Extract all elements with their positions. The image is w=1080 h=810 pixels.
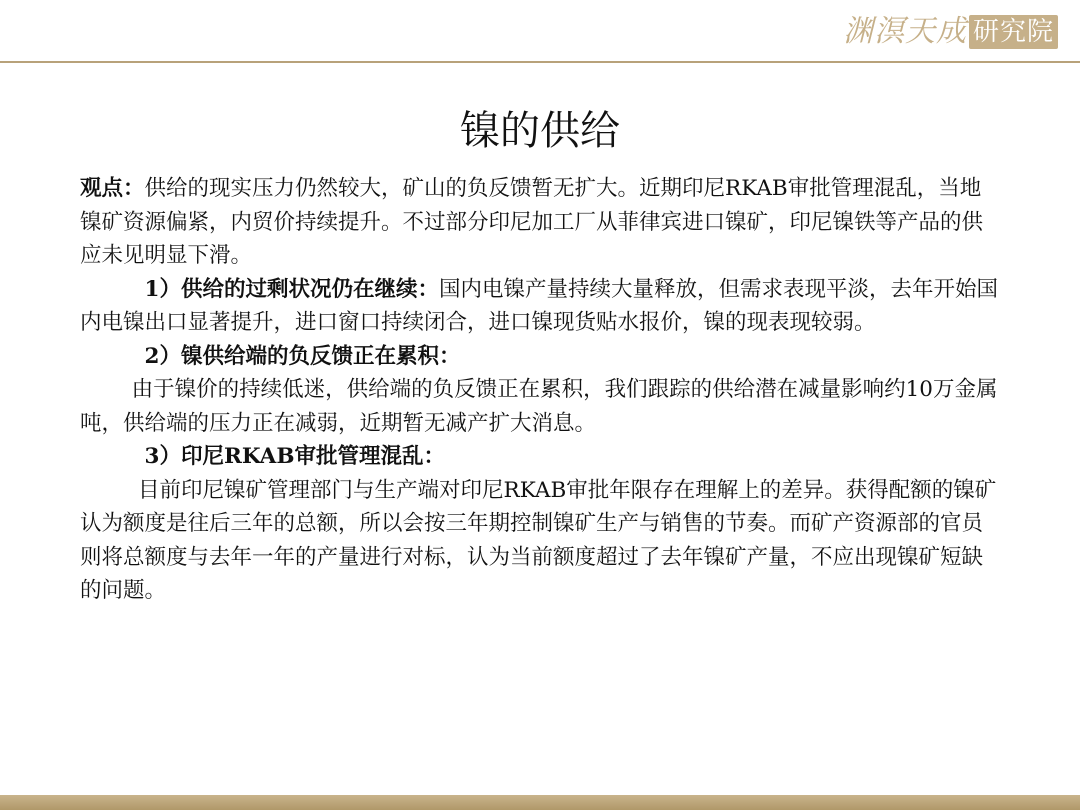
brand-logo xyxy=(843,14,1058,50)
point-3-heading: 3）印尼RKAB审批管理混乱： xyxy=(144,444,445,469)
point-1-paragraph xyxy=(80,273,1000,340)
point-3-paragraph xyxy=(80,474,1000,608)
point-2-text: 由于镍价的持续低迷，供给端的负反馈正在累积，我们跟踪的供给潜在减量影响约10万金属吨，供给端的压力正在减弱，近期暂无减产扩大消息。 xyxy=(80,377,998,436)
brand-name: 渊溟天成 xyxy=(842,14,967,49)
viewpoint-label: 观点： xyxy=(80,176,145,201)
brand-name-box: 研究院 xyxy=(969,15,1058,49)
footer-band xyxy=(0,795,1080,810)
slide-title: 镍的供给 xyxy=(460,108,620,154)
point-1-text: 国内电镍产量持续大量释放，但需求表现平淡，去年开始国内电镍出口显著提升，进口窗口持续闭合，进口镍现货贴水报价，镍的现表现较弱。 xyxy=(80,276,998,335)
viewpoint-text: 供给的现实压力仍然较大，矿山的负反馈暂无扩大。近期印尼RKAB审批管理混乱，当地镍矿资源偏紧，内贸价持续提升。不过部分印尼加工厂从菲律宾进口镍矿，印尼镍铁等产品的供应未见明显下滑。 xyxy=(80,176,984,268)
header-divider xyxy=(0,61,1080,63)
point-1-heading: 1）供给的过剩状况仍在继续： xyxy=(144,276,439,302)
slide-body xyxy=(80,172,1000,608)
viewpoint-paragraph xyxy=(80,172,1000,273)
point-2-paragraph xyxy=(80,373,1000,440)
point-2-heading: 2）镍供给端的负反馈正在累积： xyxy=(144,343,461,369)
point-3-text: 目前印尼镍矿管理部门与生产端对印尼RKAB审批年限存在理解上的差异。获得配额的镍矿认为额度是往后三年的总额，所以会按三年期控制镍矿生产与销售的节奏。而矿产资源部的官员则将总额度与去年一年的产量进行对标，认为当前额度超过了去年镍矿产量，不应出现镍矿短缺的问题。 xyxy=(80,477,997,603)
point-3-heading-line xyxy=(80,440,1000,474)
point-2-heading-line xyxy=(80,340,1000,374)
